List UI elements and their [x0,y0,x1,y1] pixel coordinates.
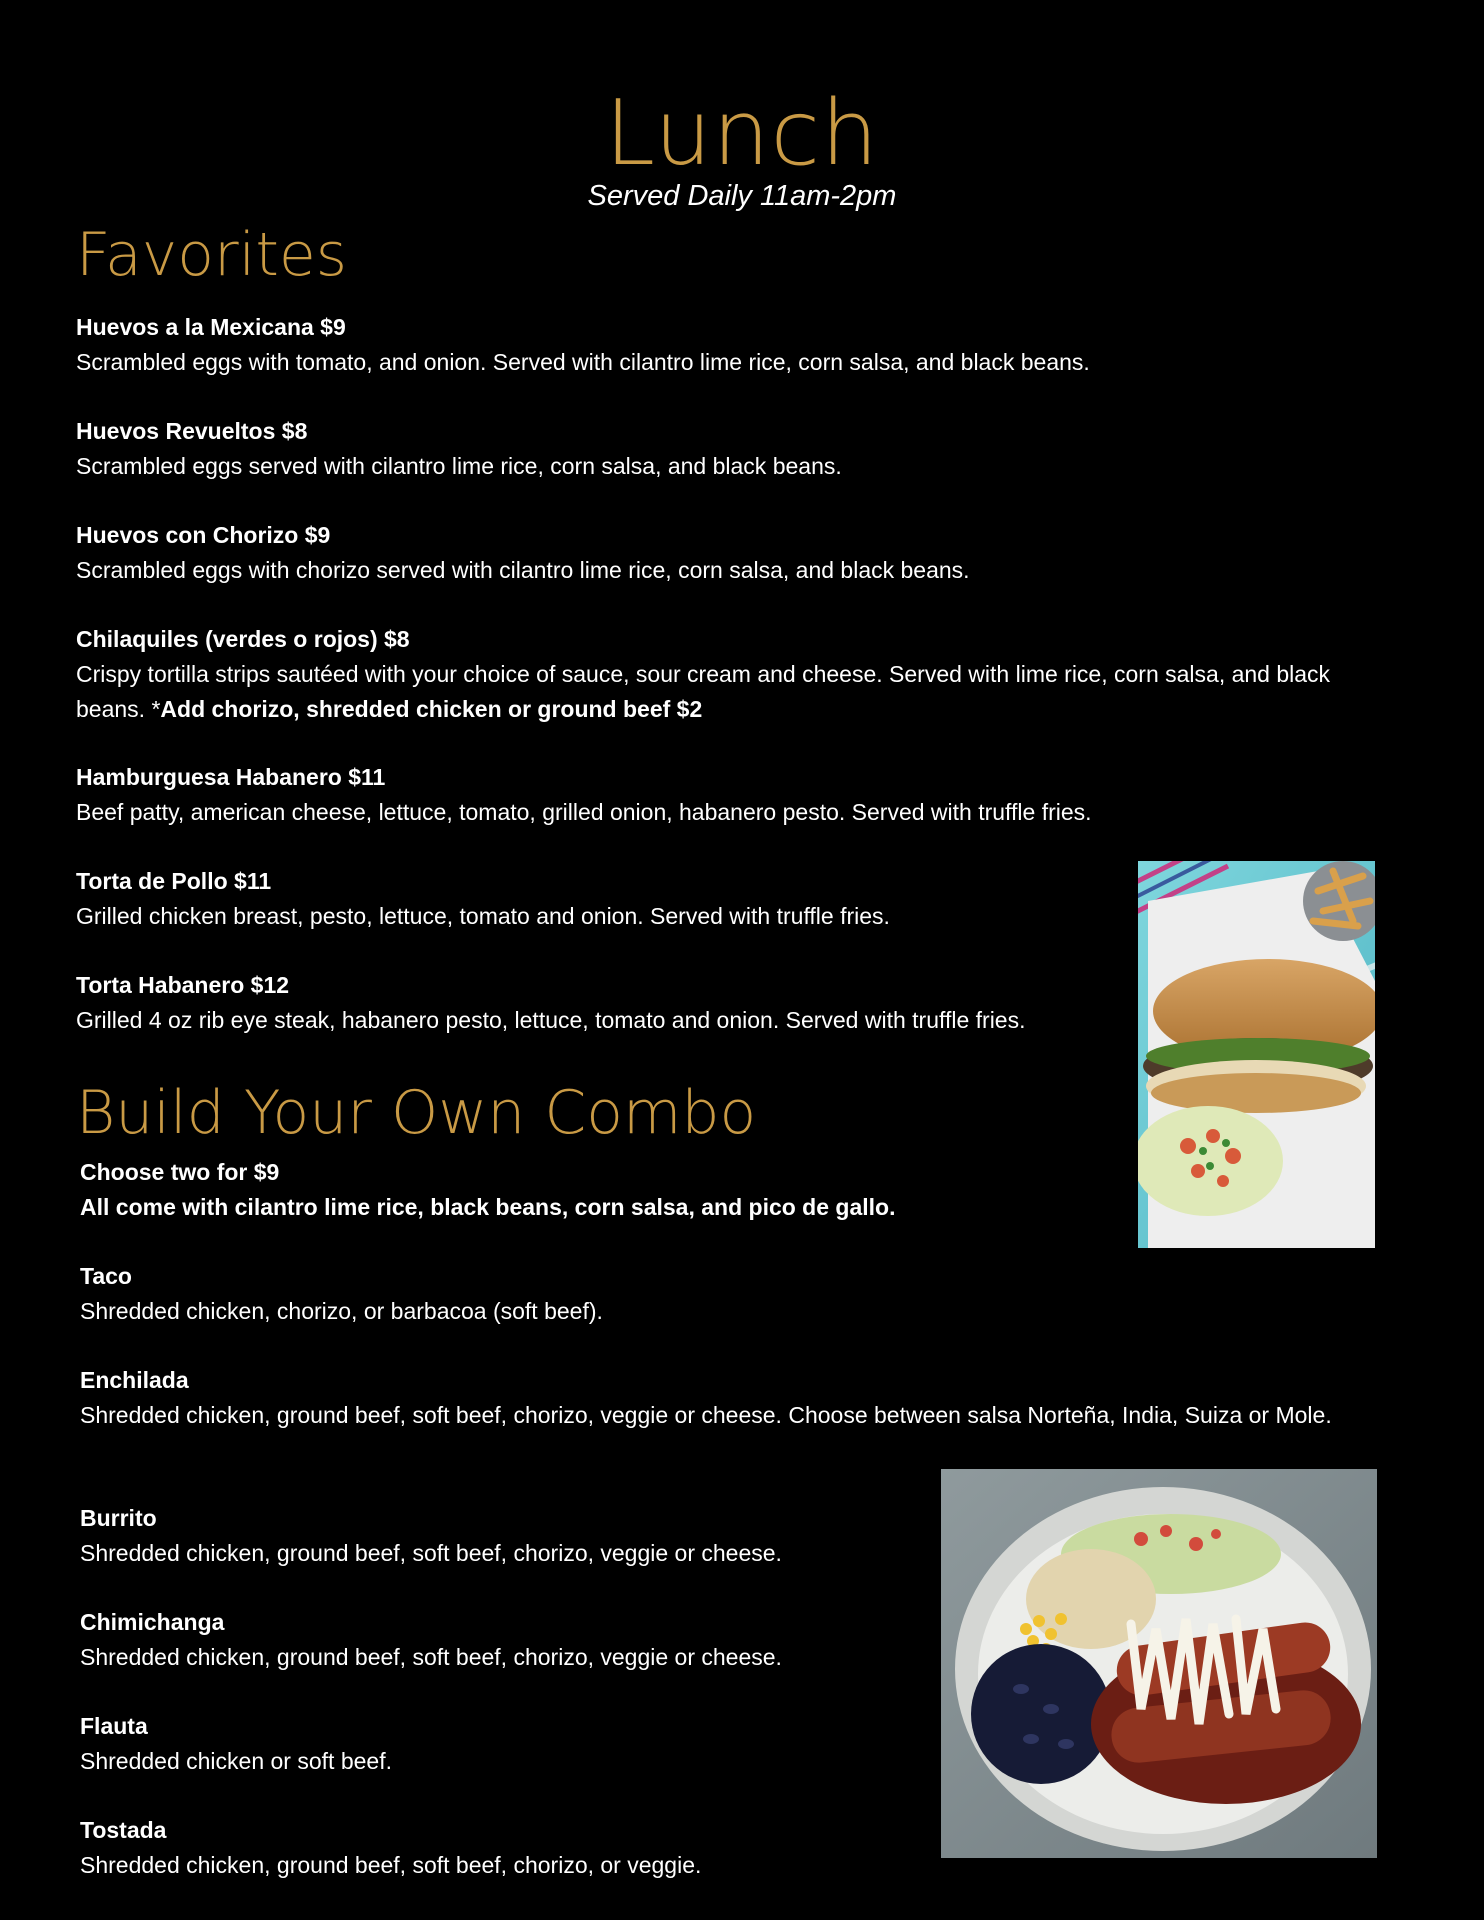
menu-item [76,518,1376,588]
menu-item-description: Scrambled eggs served with cilantro lime rice, corn salsa, and black beans. [76,453,842,479]
menu-item-name: Hamburguesa Habanero $11 [76,764,386,790]
menu-item [76,864,1116,934]
menu-item [80,1259,1380,1329]
menu-item-description [76,657,1376,727]
menu-item-name: Chimichanga [80,1609,225,1635]
menu-item-name: Taco [80,1263,132,1289]
combo-intro [80,1155,1080,1225]
enchilada-plate-photo [941,1469,1377,1858]
menu-item-description: Shredded chicken, ground beef, soft beef, chorizo, veggie or cheese. Choose between salsa Norteña, India, Suiza or Mole. [80,1402,1332,1428]
menu-item-name: Flauta [80,1713,148,1739]
menu-item-description: Beef patty, american cheese, lettuce, tomato, grilled onion, habanero pesto. Served with truffle fries. [76,799,1092,825]
menu-item [76,414,1376,484]
menu-item-name: Huevos a la Mexicana $9 [76,314,346,340]
menu-item-description: Shredded chicken, ground beef, soft beef, chorizo, veggie or cheese. [80,1540,782,1566]
menu-item [80,1709,940,1779]
torta-photo-illustration [1138,861,1375,1248]
menu-item-description: Shredded chicken or soft beef. [80,1748,392,1774]
menu-item-name: Tostada [80,1817,167,1843]
menu-item-description-text: Crispy tortilla strips sautéed with your choice of sauce, sour cream and cheese. Served with lime rice, corn salsa, and black beans. * [76,661,1331,722]
menu-item-name: Chilaquiles (verdes o rojos) $8 [76,626,410,652]
menu-item-name: Enchilada [80,1367,189,1393]
menu-item-name: Torta de Pollo $11 [76,868,272,894]
menu-item-description: Grilled chicken breast, pesto, lettuce, tomato and onion. Served with truffle fries. [76,903,890,929]
menu-item [76,622,1376,727]
favorites-heading: Favorites [76,220,348,290]
menu-item [76,760,1376,830]
page-subtitle: Served Daily 11am-2pm [587,180,897,212]
enchilada-plate-illustration [941,1469,1377,1858]
menu-item [80,1813,940,1883]
combo-sides-line: All come with cilantro lime rice, black beans, corn salsa, and pico de gallo. [80,1194,896,1220]
menu-item-description: Shredded chicken, ground beef, soft beef, chorizo, or veggie. [80,1852,702,1878]
menu-item-description: Scrambled eggs with chorizo served with cilantro lime rice, corn salsa, and black beans. [76,557,970,583]
menu-item-addon-note: Add chorizo, shredded chicken or ground beef $2 [160,696,703,722]
menu-item [76,310,1376,380]
menu-item-description: Shredded chicken, ground beef, soft beef, chorizo, veggie or cheese. [80,1644,782,1670]
menu-item-name: Torta Habanero $12 [76,972,290,998]
menu-item [76,968,1116,1038]
combo-heading: Build Your Own Combo [76,1078,757,1148]
menu-item [80,1363,1380,1433]
combo-price-line: Choose two for $9 [80,1159,280,1185]
page-title: Lunch [604,81,880,186]
menu-item-description: Shredded chicken, chorizo, or barbacoa (soft beef). [80,1298,603,1324]
menu-item-description: Grilled 4 oz rib eye steak, habanero pesto, lettuce, tomato and onion. Served with truffle fries. [76,1007,1026,1033]
menu-item [80,1501,940,1571]
torta-photo [1138,861,1375,1248]
menu-item-name: Huevos Revueltos $8 [76,418,308,444]
menu-item [80,1605,940,1675]
menu-item-name: Burrito [80,1505,157,1531]
menu-item-description: Scrambled eggs with tomato, and onion. Served with cilantro lime rice, corn salsa, and black beans. [76,349,1090,375]
menu-item-name: Huevos con Chorizo $9 [76,522,331,548]
